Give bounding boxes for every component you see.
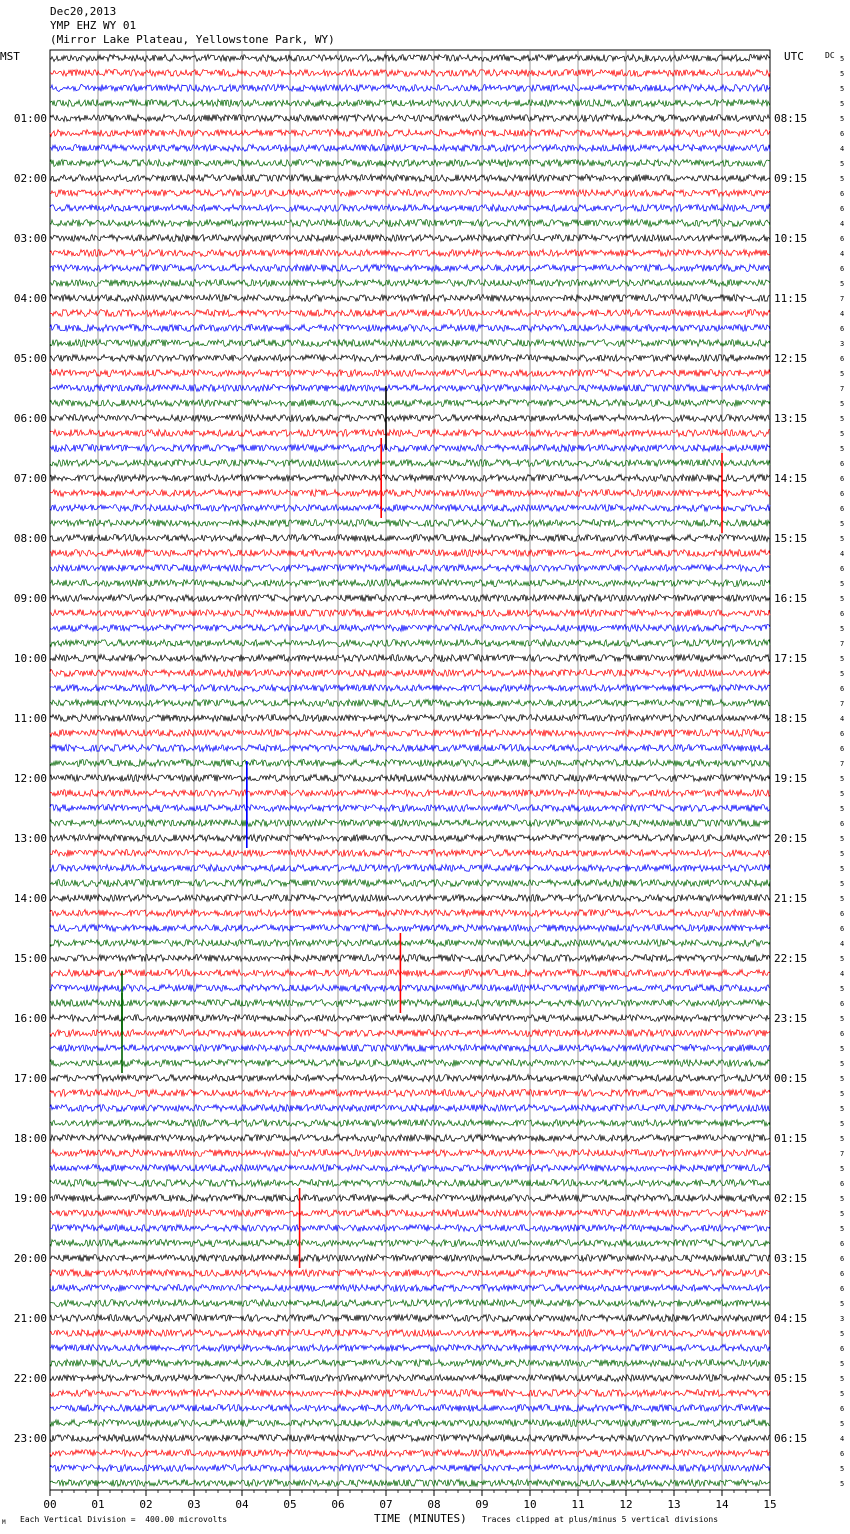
- dc-offset-value: 5: [840, 580, 845, 588]
- trace-line: [50, 850, 770, 857]
- dc-offset-value: 5: [840, 790, 845, 798]
- dc-offset-value: 5: [840, 1420, 845, 1428]
- trace-line: [50, 100, 770, 107]
- dc-offset-value: 6: [840, 685, 845, 693]
- dc-offset-value: 5: [840, 160, 845, 168]
- trace-line: [50, 1135, 770, 1142]
- dc-offset-value: 4: [840, 145, 845, 153]
- trace-line: [50, 220, 770, 227]
- utc-hour-label: 06:15: [774, 1432, 808, 1445]
- trace-line: [50, 205, 770, 212]
- trace-line: [50, 880, 770, 887]
- seismic-traces: [50, 55, 770, 1487]
- trace-line: [50, 535, 770, 542]
- utc-hour-label: 11:15: [774, 292, 808, 305]
- trace-line: [50, 145, 770, 152]
- trace-line: [50, 1300, 770, 1307]
- trace-line: [50, 1225, 770, 1232]
- trace-line: [50, 670, 770, 677]
- trace-line: [50, 520, 770, 527]
- trace-line: [50, 430, 770, 437]
- dc-offset-value: 7: [840, 640, 845, 648]
- dc-offset-value: 5: [840, 865, 845, 873]
- dc-offset-value: 6: [840, 820, 845, 828]
- trace-line: [50, 1345, 770, 1352]
- utc-hour-label: 15:15: [774, 532, 808, 545]
- trace-line: [50, 1330, 770, 1337]
- dc-offset-value: 5: [840, 55, 845, 63]
- dc-offset-value: 5: [840, 400, 845, 408]
- dc-offset-value: 5: [840, 1480, 845, 1488]
- utc-hour-label: 22:15: [774, 952, 808, 965]
- x-tick-label: 15: [763, 1498, 777, 1511]
- x-tick-label: 05: [283, 1498, 297, 1511]
- trace-line: [50, 1435, 770, 1442]
- trace-line: [50, 1465, 770, 1472]
- trace-line: [50, 1150, 770, 1157]
- utc-hour-label: 02:15: [774, 1192, 808, 1205]
- dc-offset-value: 5: [840, 1120, 845, 1128]
- trace-line: [50, 1105, 770, 1112]
- dc-offset-value: 5: [840, 85, 845, 93]
- trace-line: [50, 1255, 770, 1262]
- clip-note: Traces clipped at plus/minus 5 vertical divisions: [482, 1515, 719, 1524]
- trace-line: [50, 895, 770, 902]
- mst-hour-labels: [14, 112, 47, 1445]
- mst-hour-label: 19:00: [13, 1192, 47, 1205]
- trace-line: [50, 1420, 770, 1427]
- dc-offset-value: 7: [840, 760, 845, 768]
- x-axis-label: TIME (MINUTES): [374, 1512, 467, 1525]
- dc-offset-value: 5: [840, 895, 845, 903]
- trace-line: [50, 1270, 770, 1277]
- utc-hour-label: 23:15: [774, 1012, 808, 1025]
- mst-hour-label: 18:00: [13, 1132, 47, 1145]
- trace-line: [50, 355, 770, 362]
- scale-note: Each Vertical Division = 400.00 microvolts: [20, 1515, 228, 1524]
- dc-offset-value: 7: [840, 1150, 845, 1158]
- dc-offset-value: 6: [840, 490, 845, 498]
- dc-offset-value: 6: [840, 1405, 845, 1413]
- mst-hour-label: 15:00: [13, 952, 47, 965]
- dc-offset-value: 3: [840, 1315, 845, 1323]
- trace-line: [50, 85, 770, 92]
- dc-offset-value: 5: [840, 1165, 845, 1173]
- x-tick-label: 12: [619, 1498, 633, 1511]
- x-tick-label: 06: [331, 1498, 345, 1511]
- mst-hour-label: 11:00: [13, 712, 47, 725]
- x-tick-label: 04: [235, 1498, 249, 1511]
- mst-hour-label: 04:00: [13, 292, 47, 305]
- trace-line: [50, 715, 770, 722]
- station-name: YMP EHZ WY 01: [50, 19, 137, 32]
- dc-offset-value: 5: [840, 655, 845, 663]
- dc-offset-value: 5: [840, 670, 845, 678]
- trace-line: [50, 565, 770, 572]
- dc-offset-value: 5: [840, 100, 845, 108]
- dc-offset-value: 6: [840, 460, 845, 468]
- trace-line: [50, 160, 770, 167]
- dc-offset-value: 7: [840, 700, 845, 708]
- x-tick-label: 07: [379, 1498, 393, 1511]
- trace-line: [50, 1000, 770, 1007]
- trace-line: [50, 685, 770, 692]
- trace-line: [50, 115, 770, 122]
- dc-offset-value: 6: [840, 355, 845, 363]
- trace-line: [50, 475, 770, 482]
- trace-line: [50, 1480, 770, 1487]
- utc-hour-label: 04:15: [774, 1312, 808, 1325]
- dc-offset-value: 6: [840, 745, 845, 753]
- x-tick-label: 00: [43, 1498, 57, 1511]
- trace-line: [50, 835, 770, 842]
- dc-offset-value: 5: [840, 175, 845, 183]
- dc-offset-value: 7: [840, 385, 845, 393]
- trace-line: [50, 1285, 770, 1292]
- trace-line: [50, 310, 770, 317]
- dc-offset-value: 5: [840, 370, 845, 378]
- trace-line: [50, 490, 770, 497]
- mst-hour-label: 16:00: [13, 1012, 47, 1025]
- trace-line: [50, 1240, 770, 1247]
- dc-offset-value: 6: [840, 265, 845, 273]
- dc-offset-value: 5: [840, 1195, 845, 1203]
- trace-line: [50, 1390, 770, 1397]
- mst-hour-label: 05:00: [13, 352, 47, 365]
- dc-offset-value: 5: [840, 1390, 845, 1398]
- utc-hour-label: 00:15: [774, 1072, 808, 1085]
- trace-line: [50, 1450, 770, 1457]
- dc-offset-value: 5: [840, 445, 845, 453]
- trace-line: [50, 445, 770, 452]
- trace-line: [50, 370, 770, 377]
- trace-line: [50, 595, 770, 602]
- mst-hour-label: 21:00: [13, 1312, 47, 1325]
- x-tick-label: 13: [667, 1498, 681, 1511]
- mst-hour-label: 01:00: [13, 112, 47, 125]
- dc-offset-value: 7: [840, 295, 845, 303]
- trace-line: [50, 70, 770, 77]
- trace-line: [50, 1405, 770, 1412]
- dc-offset-value: 5: [840, 805, 845, 813]
- dc-offset-value: 4: [840, 970, 845, 978]
- dc-offset-value: 6: [840, 1345, 845, 1353]
- utc-hour-label: 09:15: [774, 172, 808, 185]
- trace-line: [50, 955, 770, 962]
- mst-hour-label: 14:00: [13, 892, 47, 905]
- x-tick-label: 14: [715, 1498, 729, 1511]
- dc-offset-value: 4: [840, 220, 845, 228]
- dc-offset-value: 6: [840, 190, 845, 198]
- x-tick-label: 11: [571, 1498, 585, 1511]
- mst-hour-label: 20:00: [13, 1252, 47, 1265]
- trace-line: [50, 280, 770, 287]
- trace-line: [50, 325, 770, 332]
- dc-offset-value: 6: [840, 1450, 845, 1458]
- seismic-events: [122, 386, 722, 1268]
- utc-hour-label: 16:15: [774, 592, 808, 605]
- utc-hour-label: 13:15: [774, 412, 808, 425]
- dc-offset-value: 6: [840, 730, 845, 738]
- utc-hour-label: 19:15: [774, 772, 808, 785]
- right-timezone-label: UTC: [784, 50, 804, 63]
- trace-line: [50, 1060, 770, 1067]
- trace-line: [50, 580, 770, 587]
- trace-line: [50, 790, 770, 797]
- trace-line: [50, 1015, 770, 1022]
- trace-line: [50, 940, 770, 947]
- dc-offset-value: 5: [840, 985, 845, 993]
- dc-offset-value: 5: [840, 1075, 845, 1083]
- dc-offset-value: 5: [840, 1300, 845, 1308]
- trace-line: [50, 640, 770, 647]
- trace-line: [50, 610, 770, 617]
- x-axis-ticks: [43, 1490, 776, 1511]
- dc-offset-value: 5: [840, 625, 845, 633]
- x-tick-label: 01: [91, 1498, 105, 1511]
- dc-offset-value: 6: [840, 475, 845, 483]
- dc-offset-labels: [840, 55, 844, 1488]
- utc-hour-label: 08:15: [774, 112, 808, 125]
- dc-offset-value: 5: [840, 1135, 845, 1143]
- dc-offset-value: 5: [840, 1330, 845, 1338]
- dc-offset-value: 5: [840, 1210, 845, 1218]
- trace-line: [50, 925, 770, 932]
- x-tick-label: 03: [187, 1498, 201, 1511]
- x-tick-label: 09: [475, 1498, 489, 1511]
- trace-line: [50, 805, 770, 812]
- utc-hour-label: 21:15: [774, 892, 808, 905]
- chart-date: Dec20,2013: [50, 5, 117, 18]
- dc-offset-value: 6: [840, 235, 845, 243]
- dc-offset-value: 6: [840, 1285, 845, 1293]
- station-location: (Mirror Lake Plateau, Yellowstone Park, WY): [50, 33, 335, 46]
- mst-hour-label: 08:00: [13, 532, 47, 545]
- dc-offset-value: 5: [840, 430, 845, 438]
- utc-hour-label: 12:15: [774, 352, 808, 365]
- dc-offset-value: 5: [840, 1015, 845, 1023]
- mst-hour-label: 02:00: [13, 172, 47, 185]
- trace-line: [50, 1195, 770, 1202]
- trace-line: [50, 1165, 770, 1172]
- dc-offset-value: 6: [840, 325, 845, 333]
- trace-line: [50, 1045, 770, 1052]
- dc-offset-value: 5: [840, 1060, 845, 1068]
- mst-hour-label: 23:00: [13, 1432, 47, 1445]
- mst-hour-label: 12:00: [13, 772, 47, 785]
- utc-hour-label: 14:15: [774, 472, 808, 485]
- dc-offset-value: 5: [840, 955, 845, 963]
- trace-line: [50, 865, 770, 872]
- utc-hour-label: 03:15: [774, 1252, 808, 1265]
- dc-offset-value: 5: [840, 1375, 845, 1383]
- trace-line: [50, 460, 770, 467]
- dc-offset-value: 6: [840, 925, 845, 933]
- mst-hour-label: 09:00: [13, 592, 47, 605]
- trace-line: [50, 760, 770, 767]
- dc-offset-value: 5: [840, 520, 845, 528]
- dc-offset-value: 6: [840, 505, 845, 513]
- x-tick-label: 02: [139, 1498, 153, 1511]
- dc-offset-value: 6: [840, 1180, 845, 1188]
- dc-offset-value: 5: [840, 850, 845, 858]
- dc-offset-value: 4: [840, 250, 845, 258]
- trace-line: [50, 1120, 770, 1127]
- trace-line: [50, 385, 770, 392]
- dc-offset-value: 5: [840, 70, 845, 78]
- utc-hour-label: 05:15: [774, 1372, 808, 1385]
- trace-line: [50, 340, 770, 347]
- trace-line: [50, 1075, 770, 1082]
- mst-hour-label: 06:00: [13, 412, 47, 425]
- trace-line: [50, 820, 770, 827]
- corner-mark: M: [2, 1519, 6, 1526]
- trace-line: [50, 130, 770, 137]
- trace-line: [50, 700, 770, 707]
- dc-offset-value: 4: [840, 550, 845, 558]
- mst-hour-label: 03:00: [13, 232, 47, 245]
- trace-line: [50, 1180, 770, 1187]
- x-tick-label: 08: [427, 1498, 441, 1511]
- trace-line: [50, 250, 770, 257]
- trace-line: [50, 985, 770, 992]
- x-tick-label: 10: [523, 1498, 537, 1511]
- dc-offset-value: 6: [840, 1270, 845, 1278]
- utc-hour-label: 10:15: [774, 232, 808, 245]
- mst-hour-label: 10:00: [13, 652, 47, 665]
- dc-offset-value: 6: [840, 610, 845, 618]
- trace-line: [50, 415, 770, 422]
- mst-hour-label: 13:00: [13, 832, 47, 845]
- dc-offset-value: 6: [840, 1000, 845, 1008]
- trace-line: [50, 55, 770, 62]
- dc-header-label: DC: [825, 51, 835, 60]
- dc-offset-value: 5: [840, 835, 845, 843]
- trace-line: [50, 745, 770, 752]
- dc-offset-value: 5: [840, 1045, 845, 1053]
- trace-line: [50, 1210, 770, 1217]
- utc-hour-label: 20:15: [774, 832, 808, 845]
- trace-line: [50, 175, 770, 182]
- left-timezone-label: MST: [0, 50, 20, 63]
- trace-line: [50, 265, 770, 272]
- dc-offset-value: 6: [840, 205, 845, 213]
- trace-line: [50, 400, 770, 407]
- dc-offset-value: 5: [840, 880, 845, 888]
- dc-offset-value: 5: [840, 1090, 845, 1098]
- dc-offset-value: 5: [840, 1225, 845, 1233]
- trace-line: [50, 550, 770, 557]
- dc-offset-value: 3: [840, 340, 845, 348]
- dc-offset-value: 6: [840, 565, 845, 573]
- dc-offset-value: 4: [840, 310, 845, 318]
- dc-offset-value: 5: [840, 1105, 845, 1113]
- utc-hour-labels: [774, 112, 807, 1445]
- dc-offset-value: 4: [840, 715, 845, 723]
- mst-hour-label: 22:00: [13, 1372, 47, 1385]
- trace-line: [50, 775, 770, 782]
- dc-offset-value: 4: [840, 940, 845, 948]
- trace-line: [50, 235, 770, 242]
- dc-offset-value: 5: [840, 280, 845, 288]
- trace-line: [50, 1375, 770, 1382]
- dc-offset-value: 6: [840, 130, 845, 138]
- mst-hour-label: 07:00: [13, 472, 47, 485]
- trace-line: [50, 730, 770, 737]
- dc-offset-value: 5: [840, 775, 845, 783]
- trace-line: [50, 505, 770, 512]
- dc-offset-value: 5: [840, 535, 845, 543]
- trace-line: [50, 190, 770, 197]
- utc-hour-label: 01:15: [774, 1132, 808, 1145]
- trace-line: [50, 295, 770, 302]
- utc-hour-label: 18:15: [774, 712, 808, 725]
- dc-offset-value: 6: [840, 1240, 845, 1248]
- dc-offset-value: 5: [840, 115, 845, 123]
- trace-line: [50, 970, 770, 977]
- trace-line: [50, 1030, 770, 1037]
- dc-offset-value: 4: [840, 1435, 845, 1443]
- dc-offset-value: 5: [840, 1360, 845, 1368]
- trace-line: [50, 1315, 770, 1322]
- dc-offset-value: 5: [840, 415, 845, 423]
- dc-offset-value: 6: [840, 910, 845, 918]
- dc-offset-value: 6: [840, 1255, 845, 1263]
- dc-offset-value: 5: [840, 595, 845, 603]
- trace-line: [50, 1360, 770, 1367]
- trace-line: [50, 910, 770, 917]
- mst-hour-label: 17:00: [13, 1072, 47, 1085]
- trace-line: [50, 655, 770, 662]
- trace-line: [50, 1090, 770, 1097]
- trace-line: [50, 625, 770, 632]
- dc-offset-value: 6: [840, 1030, 845, 1038]
- dc-offset-value: 5: [840, 1465, 845, 1473]
- utc-hour-label: 17:15: [774, 652, 808, 665]
